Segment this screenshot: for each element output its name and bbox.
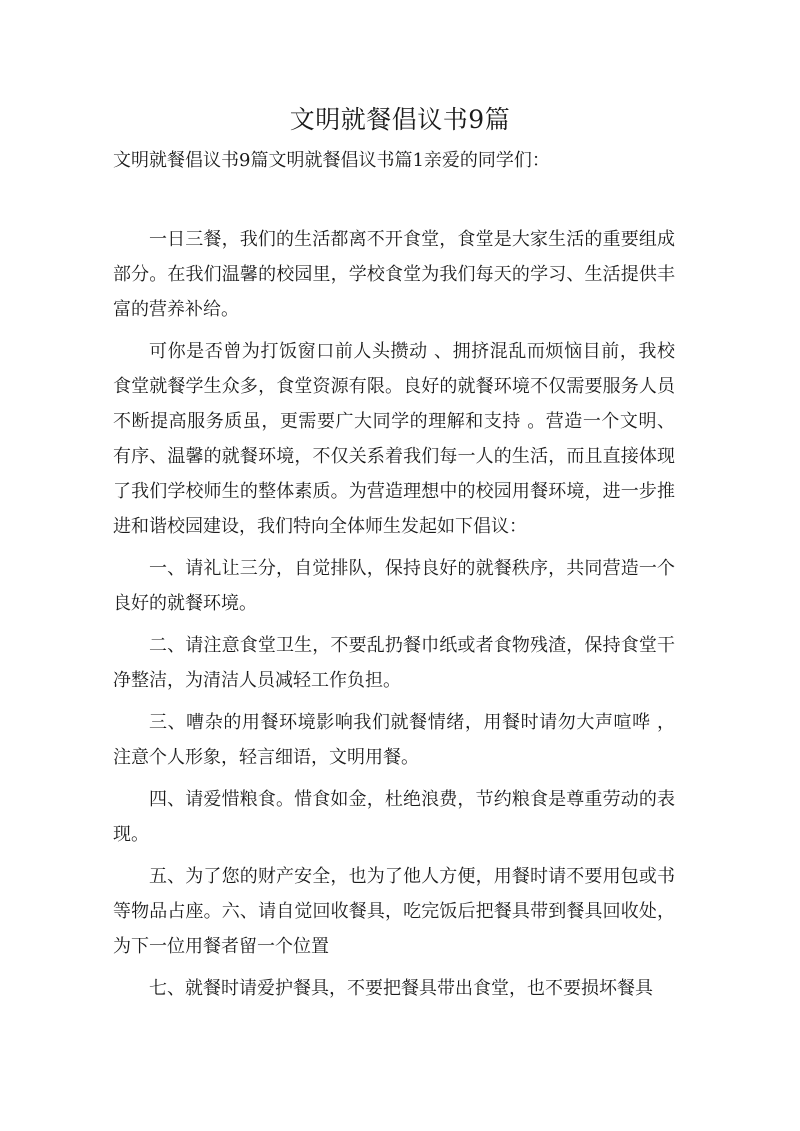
paragraph-item-5-6: 五、为了您的财产安全，也为了他人方便，用餐时请不要用包或书等物品占座。六、请自觉回收餐具，吃完饭后把餐具带到餐具回收处，为下一位用餐者留一个位置 (113, 866, 675, 957)
document-subtitle: 文明就餐倡议书9篇文明就餐倡议书篇1亲爱的同学们： (113, 150, 550, 171)
paragraph-item-3: 三、嘈杂的用餐环境影响我们就餐情绪，用餐时请勿大声喧哗 ，注意个人形象，轻言细语，文明用餐。 (113, 712, 675, 768)
document-body (113, 222, 675, 1013)
paragraph-context: 可你是否曾为打饭窗口前人头攒动 、拥挤混乱而烦恼目前，我校食堂就餐学生众多，食堂资源有限。良好的就餐环境不仅需要服务人员不断提高服务质虽，更需要广大同学的理解和支持 。营造一个文明、有序、温馨的就餐环境，不仅关系着我们每一人的生活，而且直接体现了我们学校师生的整体素质。为营造理想中的校园用餐环境，进一步推进和谐校园建设，我们特向全体师生发起如下倡议： (113, 341, 675, 537)
document-title: 文明就餐倡议书9篇 (289, 105, 511, 134)
paragraph-item-1: 一、请礼让三分，自觉排队，保持良好的就餐秩序，共同营造一个良好的就餐环境。 (113, 558, 675, 614)
paragraph-item-2: 二、请注意食堂卫生，不要乱扔餐巾纸或者食物残渣，保持食堂干净整洁，为清洁人员减轻工作负担。 (113, 635, 675, 691)
paragraph-item-4: 四、请爱惜粮食。惜食如金，杜绝浪费，节约粮食是尊重劳动的表现。 (113, 789, 675, 845)
paragraph-item-7: 七、就餐时请爱护餐具，不要把餐具带出食堂，也不要损坏餐具 (149, 978, 653, 999)
paragraph-intro: 一日三餐，我们的生活都离不开食堂，食堂是大家生活的重要组成部分。在我们温馨的校园里，学校食堂为我们每天的学习、生活提供丰富的营养补给。 (113, 229, 675, 320)
